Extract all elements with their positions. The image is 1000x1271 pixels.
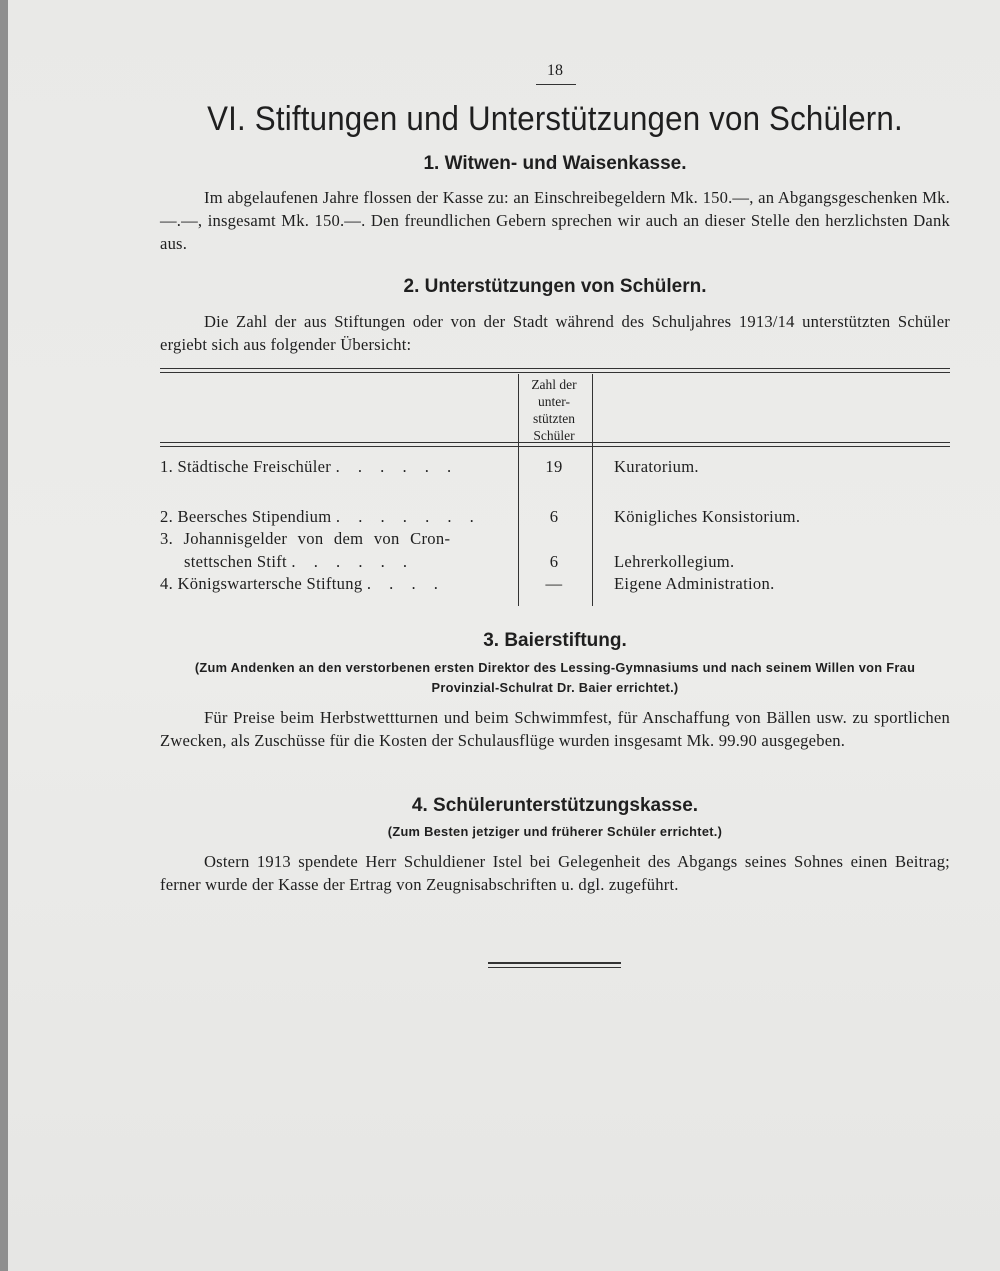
section-4-heading: 4. Schülerunterstützungskasse. <box>411 795 699 816</box>
table-top-rule <box>160 368 950 373</box>
row-administration: Königliches Konsistorium. <box>614 507 801 526</box>
section-2-text: Die Zahl der aus Stiftungen oder von der Stadt während des Schuljahres 1913/14 unterstützten Schüler ergiebt sich aus folgender Übersicht: <box>160 312 950 354</box>
section-end-rule <box>488 962 621 968</box>
column-header-line: stützten <box>533 411 575 426</box>
support-table <box>160 366 950 616</box>
section-2-heading: 2. Unterstützungen von Schülern. <box>403 276 707 297</box>
row-administration: Eigene Administration. <box>614 574 775 593</box>
row-count: — <box>545 574 563 593</box>
section-4-text: Ostern 1913 spendete Herr Schuldiener Istel bei Gelegenheit des Abgangs seines Sohnes einen Beitrag; ferner wurde der Kasse der Ertrag von Zeugnisabschriften u. dgl. zugeführt. <box>160 852 950 894</box>
column-header-line: Schüler <box>533 428 575 443</box>
row-name: 3. Johannisgelder von dem von Cron- <box>160 529 451 548</box>
section-3-note: (Zum Andenken an den verstorbenen ersten Direktor des Lessing-Gymnasiums und nach seinem Willen von Frau Provinzial-Schulrat Dr. Baier errichtet.) <box>194 660 916 695</box>
row-name: stettschen Stift . . . . . . <box>184 552 415 571</box>
table-column-header <box>514 376 594 444</box>
row-count: 6 <box>549 552 559 571</box>
document-page <box>8 0 1000 1271</box>
section-1-text: Im abgelaufenen Jahre flossen der Kasse zu: an Einschreibegeldern Mk. 150.—, an Abgangsgeschenken Mk. —.—, insgesamt Mk. 150.—. Den freundlichen Gebern sprechen wir auch an dieser Stelle den herzlichsten Dank aus. <box>160 188 950 253</box>
row-administration: Lehrerkollegium. <box>614 552 735 571</box>
row-count: 19 <box>545 457 563 476</box>
section-3-text: Für Preise beim Herbstwettturnen und beim Schwimmfest, für Anschaffung von Bällen usw. zu sportlichen Zwecken, als Zuschüsse für die Kosten der Schulausflüge wurden insgesamt Mk. 99.90 ausgegeben. <box>160 708 950 750</box>
column-header-line: unter- <box>538 394 570 409</box>
chapter-title: VI. Stiftungen und Unterstützungen von Schülern. <box>207 100 903 138</box>
page-number-rule <box>536 84 576 85</box>
section-3-heading: 3. Baierstiftung. <box>483 630 627 651</box>
row-count: 6 <box>549 507 559 526</box>
page-number: 18 <box>547 62 563 79</box>
row-name: 2. Beersches Stipendium . . . . . . . <box>160 507 481 526</box>
column-header-line: Zahl der <box>531 377 577 392</box>
row-name: 1. Städtische Freischüler . . . . . . <box>160 457 459 476</box>
row-name: 4. Königswartersche Stiftung . . . . <box>160 574 445 593</box>
section-1-heading: 1. Witwen- und Waisenkasse. <box>423 153 687 174</box>
section-4-note: (Zum Besten jetziger und früherer Schüler errichtet.) <box>387 824 723 839</box>
table-header-rule <box>160 442 950 447</box>
row-administration: Kuratorium. <box>614 457 699 476</box>
